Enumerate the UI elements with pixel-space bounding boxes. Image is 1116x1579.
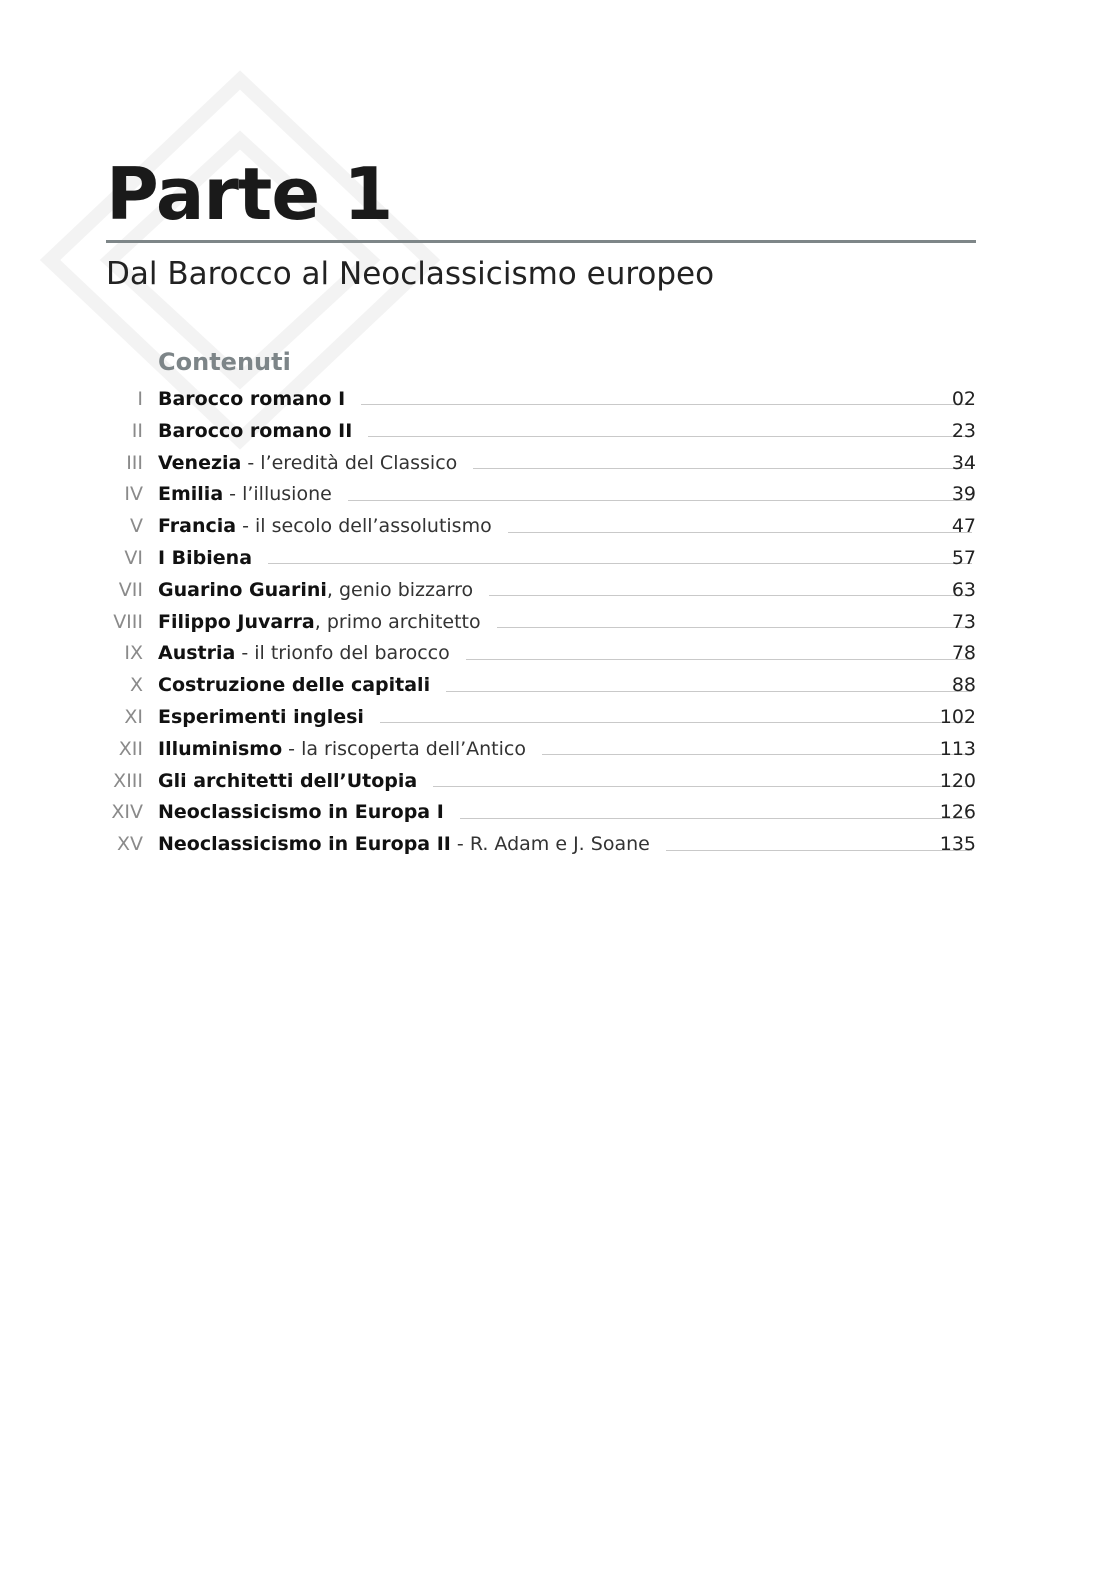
toc-entry[interactable] (0, 766, 1116, 798)
toc-leader-line (446, 691, 972, 692)
toc-leader-line (348, 500, 972, 501)
toc-entry[interactable] (0, 829, 1116, 861)
toc-title (158, 511, 492, 543)
toc-page-number: 02 (951, 388, 976, 410)
toc-numeral: IV (124, 483, 143, 506)
toc-leader-line (489, 595, 972, 596)
toc-title-bold: Emilia (158, 483, 224, 506)
toc-title (158, 607, 481, 639)
toc-title-bold: Venezia (158, 451, 242, 474)
toc-leader-line (433, 786, 972, 787)
toc-title-bold: I Bibiena (158, 546, 253, 569)
toc-page-number: 120 (939, 769, 976, 792)
toc-title-rest: - l’illusione (223, 483, 332, 506)
toc-numeral: XII (118, 737, 143, 760)
toc-title-bold: Austria (158, 642, 236, 665)
toc-page-number: 102 (939, 705, 976, 728)
toc-page-number: 57 (951, 546, 976, 569)
toc-leader-line (542, 754, 972, 755)
toc-title (158, 575, 473, 607)
toc-page-number: 73 (951, 610, 976, 633)
toc-title-bold: Esperimenti inglesi (158, 705, 364, 728)
toc-title (158, 638, 450, 670)
toc-page-number: 34 (951, 451, 976, 474)
toc-title (158, 829, 650, 861)
toc-leader-line (460, 818, 972, 819)
toc-title (158, 416, 352, 448)
toc-page-number: 23 (951, 419, 976, 442)
toc-title (158, 734, 526, 766)
toc-numeral: XI (124, 705, 143, 728)
toc-title-bold: Costruzione delle capitali (158, 674, 431, 697)
toc-title (158, 766, 417, 798)
toc-title (158, 448, 457, 480)
toc-page-number: 47 (951, 515, 976, 538)
toc-title-rest: - il trionfo del barocco (235, 642, 450, 665)
toc-title-bold: Neoclassicismo in Europa II (158, 833, 451, 856)
toc-numeral: XIV (111, 801, 143, 824)
toc-page-number: 126 (939, 801, 976, 824)
toc-page-number: 78 (951, 642, 976, 665)
toc-page-number: 135 (939, 833, 976, 856)
toc-title-bold: Barocco romano II (158, 419, 353, 442)
toc-title (158, 543, 252, 575)
toc-entry[interactable] (0, 797, 1116, 829)
table-of-contents (0, 384, 1116, 861)
toc-title-rest: - R. Adam e J. Soane (450, 833, 650, 856)
toc-numeral: VI (124, 546, 143, 569)
toc-page-number: 88 (951, 674, 976, 697)
toc-entry[interactable] (0, 416, 1116, 448)
toc-title-bold: Illuminismo (158, 737, 283, 760)
toc-title (158, 797, 444, 829)
part-subtitle: Dal Barocco al Neoclassicismo europeo (106, 256, 715, 292)
toc-entry[interactable] (0, 384, 1116, 416)
toc-numeral: III (126, 451, 143, 474)
toc-entry[interactable] (0, 638, 1116, 670)
toc-title-bold: Guarino Guarini (158, 578, 327, 601)
toc-numeral: VIII (113, 610, 143, 633)
toc-numeral: I (137, 388, 143, 410)
toc-leader-line (497, 627, 972, 628)
toc-entry[interactable] (0, 702, 1116, 734)
toc-numeral: V (130, 515, 143, 538)
toc-entry[interactable] (0, 734, 1116, 766)
toc-leader-line (380, 722, 972, 723)
toc-leader-line (466, 659, 972, 660)
toc-entry[interactable] (0, 670, 1116, 702)
toc-title (158, 384, 345, 416)
toc-numeral: VII (118, 578, 143, 601)
toc-title (158, 670, 430, 702)
toc-page-number: 63 (951, 578, 976, 601)
toc-leader-line (666, 850, 972, 851)
toc-entry[interactable] (0, 575, 1116, 607)
toc-title-rest: - la riscoperta dell’Antico (282, 737, 526, 760)
toc-numeral: XV (116, 833, 143, 856)
toc-title (158, 702, 364, 734)
toc-title-rest: - il secolo dell’assolutismo (236, 515, 492, 538)
toc-title-bold: Neoclassicismo in Europa I (158, 801, 444, 824)
toc-page-number: 39 (951, 483, 976, 506)
toc-title-rest: , primo architetto (314, 610, 481, 633)
toc-numeral: X (129, 674, 143, 697)
toc-title-bold: Gli architetti dell’Utopia (158, 769, 418, 792)
toc-numeral: II (131, 419, 143, 442)
toc-heading: Contenuti (158, 348, 291, 376)
toc-numeral: XIII (113, 769, 143, 792)
toc-leader-line (268, 563, 972, 564)
toc-title-rest: - l’eredità del Classico (241, 451, 458, 474)
toc-entry[interactable] (0, 543, 1116, 575)
toc-leader-line (508, 532, 972, 533)
toc-leader-line (473, 468, 972, 469)
toc-title-bold: Barocco romano I (158, 388, 346, 410)
toc-entry[interactable] (0, 511, 1116, 543)
toc-title-bold: Filippo Juvarra (158, 610, 315, 633)
toc-page-number: 113 (939, 737, 976, 760)
toc-entry[interactable] (0, 448, 1116, 480)
toc-leader-line (361, 404, 972, 405)
part-title: Parte 1 (106, 152, 393, 236)
toc-title (158, 479, 332, 511)
toc-numeral: IX (124, 642, 143, 665)
toc-entry[interactable] (0, 479, 1116, 511)
title-divider (106, 240, 976, 243)
toc-entry[interactable] (0, 607, 1116, 639)
toc-title-bold: Francia (158, 515, 237, 538)
toc-leader-line (368, 436, 972, 437)
toc-title-rest: , genio bizzarro (326, 578, 474, 601)
